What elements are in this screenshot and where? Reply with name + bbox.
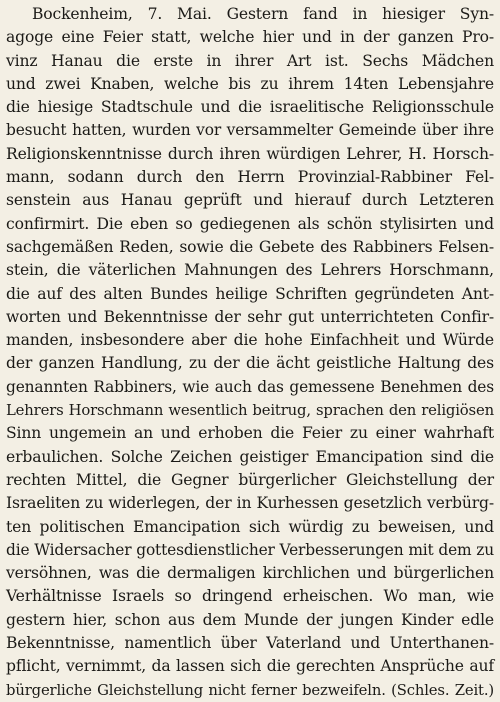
- article-line: der ganzen Handlung, zu der die ächt geistliche Haltung des: [6, 354, 494, 373]
- article-line: worten und Bekenntnisse der sehr gut unterrichteten Confir-: [6, 307, 494, 326]
- article-line: Verhältnisse Israels so dringend erheischen. Wo man, wie: [6, 587, 494, 606]
- article-line: Israeliten zu widerlegen, der in Kurhessen gesetzlich verbürg-: [6, 494, 494, 513]
- article-line: die auf des alten Bundes heilige Schriften gegründeten Ant-: [6, 284, 494, 303]
- article-line: die Widersacher gottesdienstlicher Verbesserungen mit dem zu: [6, 540, 494, 559]
- article-line: erbaulichen. Solche Zeichen geistiger Emancipation sind die: [6, 447, 494, 466]
- article-line: die hiesige Stadtschule und die israelitische Religionsschule: [6, 98, 494, 117]
- article-line: pflicht, vernimmt, da lassen sich die gerechten Ansprüche auf: [6, 657, 494, 676]
- article-line: sachgemäßen Reden, sowie die Gebete des Rabbiners Felsen-: [6, 237, 494, 256]
- article-line: stein, die väterlichen Mahnungen des Lehrers Horschmann,: [6, 261, 494, 280]
- article-line: ten politischen Emancipation sich würdig zu beweisen, und: [6, 517, 494, 536]
- article-line: gestern hier, schon aus dem Munde der jungen Kinder edle: [6, 610, 494, 629]
- article-body: [6, 3, 494, 702]
- article-line: Bekenntnisse, namentlich über Vaterland und Unterthanen-: [6, 634, 494, 653]
- article-line: mann, sodann durch den Herrn Provinzial-Rabbiner Fel-: [6, 168, 494, 187]
- article-line: versöhnen, was die dermaligen kirchlichen und bürgerlichen: [6, 564, 494, 583]
- article-line: confirmirt. Die eben so gediegenen als schön stylisirten und: [6, 214, 494, 233]
- article-line: rechten Mittel, die Gegner bürgerlicher Gleichstellung der: [6, 470, 494, 489]
- article-line: Bockenheim, 7. Mai. Gestern fand in hiesiger Syn-: [32, 5, 494, 23]
- article-line: Religionskenntnisse durch ihren würdigen Lehrer, H. Horsch-: [6, 144, 494, 163]
- article-line: und zwei Knaben, welche bis zu ihrem 14ten Lebensjahre: [6, 74, 494, 93]
- article-line: Lehrers Horschmann wesentlich beitrug, sprachen den religiösen: [6, 402, 494, 420]
- article-line: senstein aus Hanau geprüft und hierauf durch Letzteren: [6, 191, 494, 210]
- article-line: bürgerliche Gleichstellung nicht ferner bezweifeln. (Schles. Zeit.): [6, 681, 494, 699]
- article-line: agoge eine Feier statt, welche hier und in der ganzen Pro-: [6, 28, 494, 47]
- article-line: besucht hatten, wurden vor versammelter Gemeinde über ihre: [6, 121, 494, 140]
- article-line: vinz Hanau die erste in ihrer Art ist. Sechs Mädchen: [6, 51, 494, 70]
- article-line: manden, insbesondere aber die hohe Einfachheit und Würde: [6, 331, 494, 350]
- article-line: genannten Rabbiners, wie auch das gemessene Benehmen des: [6, 377, 494, 396]
- article-line: Sinn ungemein an und erhoben die Feier zu einer wahrhaft: [6, 424, 494, 443]
